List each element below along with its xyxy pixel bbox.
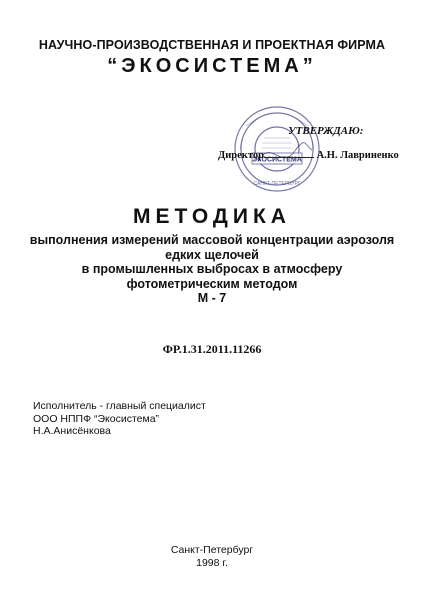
executor-line: ООО НППФ “Экосистема” <box>33 412 160 425</box>
footer-city: Санкт-Петербург <box>170 544 254 556</box>
director-name: А.Н. Лавриненко <box>316 150 399 161</box>
registration-code: ФР.1.31.2011.11266 <box>162 342 262 356</box>
director-position: Директор <box>218 150 264 161</box>
stamp-center-text: ЭКОСИСТЕМА <box>252 156 302 164</box>
document-title: МЕТОДИКА <box>133 205 291 228</box>
approval-label: УТВЕРЖДАЮ: <box>288 125 364 137</box>
organization-type: НАУЧНО-ПРОИЗВОДСТВЕННАЯ И ПРОЕКТНАЯ ФИРМА <box>38 38 386 52</box>
document-subtitle <box>0 233 424 306</box>
subtitle-line: в промышленных выбросах в атмосферу <box>81 262 343 276</box>
footer-year: 1998 г. <box>196 556 228 569</box>
stamp-bottom-text: САНКТ-ПЕТЕРБУРГ <box>253 181 301 187</box>
subtitle-line: едких щелочей <box>165 247 259 262</box>
subtitle-line: М - 7 <box>197 291 227 305</box>
organization-name: “ЭКОСИСТЕМА” <box>107 55 317 77</box>
executor-line: Исполнитель - главный специалист <box>33 400 206 412</box>
approval-signature-line <box>218 148 418 161</box>
executor-line: Н.А.Анисёнкова <box>33 425 111 437</box>
executor-block <box>33 400 206 438</box>
signature-line <box>264 148 314 158</box>
subtitle-line: фотометрическим методом <box>126 276 298 291</box>
footer-block <box>0 544 424 569</box>
subtitle-line: выполнения измерений массовой концентрации аэрозоля <box>29 233 395 247</box>
